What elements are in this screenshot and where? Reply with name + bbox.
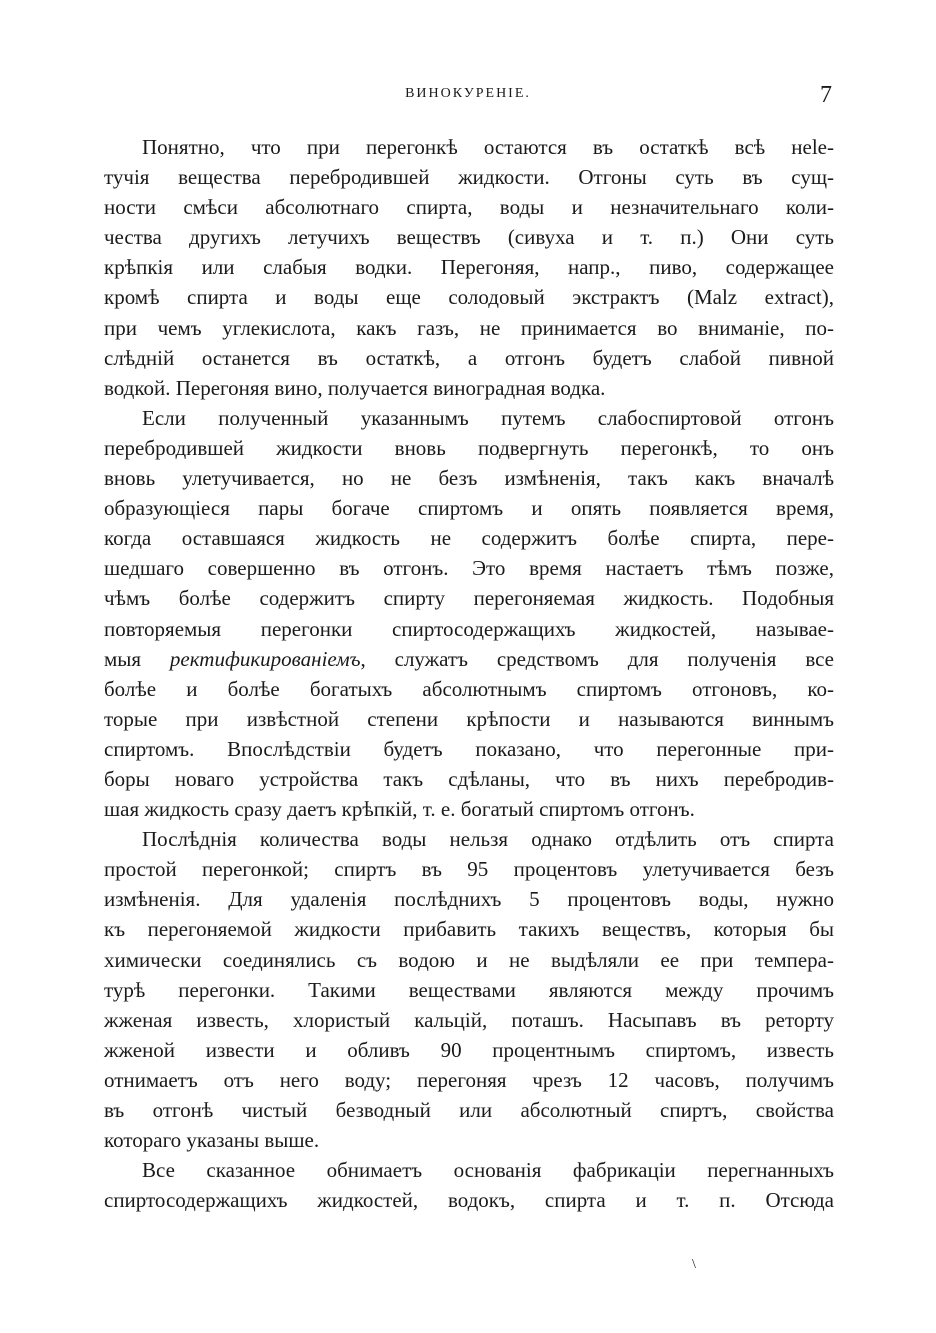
- text-line: болѣе и болѣе богатыхъ абсолютнымъ спиртомъ отгоновъ, ко-: [104, 676, 834, 701]
- text-line-with-italic: мыя ректификированіемъ, служатъ средствомъ для полученія все: [104, 646, 835, 671]
- page-number: 7: [820, 82, 832, 108]
- running-title: ВИНОКУРЕНІЕ.: [405, 86, 531, 101]
- body-text: [104, 132, 834, 1215]
- emphasized-term: ректификированіемъ: [169, 646, 361, 671]
- text-line: когда оставшаяся жидкость не содержитъ болѣе спирта, пере-: [104, 526, 834, 551]
- text-line: тучія вещества перебродившей жидкости. Отгоны суть въ сущ-: [104, 165, 834, 190]
- text-line: при чемъ углекислота, какъ газъ, не принимается во вниманіе, по-: [104, 315, 834, 340]
- text-line: Понятно, что при перегонкѣ остаются въ остаткѣ всѣ нele-: [142, 135, 834, 159]
- text-line: простой перегонкой; спиртъ въ 95 процентовъ улетучивается безъ: [104, 857, 834, 882]
- text-line: жженая известь, хлористый кальцій, поташъ. Насыпавъ въ реторту: [104, 1007, 834, 1032]
- text-line: турѣ перегонки. Такими веществами являются между прочимъ: [104, 977, 834, 1002]
- text-line: Все сказанное обнимаетъ основанія фабрикаціи перегнанныхъ: [142, 1158, 834, 1183]
- text-line: отнимаетъ отъ него воду; перегоняя чрезъ 12 часовъ, получимъ: [104, 1067, 834, 1092]
- text-line: чества другихъ летучихъ веществъ (сивуха и т. п.) Они суть: [104, 225, 834, 250]
- text-line: торые при извѣстной степени крѣпости и называются виннымъ: [104, 706, 834, 731]
- text-line: перебродившей жидкости вновь подвергнуть перегонкѣ, то онъ: [104, 435, 834, 460]
- text-line: жженой извести и обливъ 90 процентнымъ спиртомъ, известь: [104, 1037, 834, 1062]
- text-line: въ отгонѣ чистый безводный или абсолютный спиртъ, свойства: [104, 1098, 834, 1122]
- text-line: шедшаго совершенно въ отгонъ. Это время настаетъ тѣмъ позже,: [104, 556, 834, 581]
- text-line: Послѣднія количества воды нельзя однако отдѣлить отъ спирта: [142, 827, 834, 852]
- text-line: шая жидкость сразу даетъ крѣпкій, т. е. богатый спиртомъ отгонъ.: [104, 797, 695, 822]
- text-line: крѣпкія или слабыя водки. Перегоняя, напр., пиво, содержащее: [104, 255, 834, 280]
- text-line: повторяемыя перегонки спиртосодержащихъ жидкостей, называе-: [104, 616, 834, 641]
- text-line: боры новаго устройства такъ сдѣланы, что въ нихъ перебродив-: [104, 766, 834, 791]
- text-line: спиртомъ. Впослѣдствіи будетъ показано, что перегонные при-: [104, 736, 834, 761]
- text-line: къ перегоняемой жидкости прибавить такихъ веществъ, которыя бы: [104, 917, 834, 942]
- text-line: химически соединялись съ водою и не выдѣляли ее при темпера-: [104, 947, 834, 972]
- text-line: спиртосодержащихъ жидкостей, водокъ, спирта и т. п. Отсюда: [104, 1188, 834, 1213]
- text-line: котораго указаны выше.: [104, 1128, 320, 1153]
- text-line: измѣненія. Для удаленія послѣднихъ 5 процентовъ воды, нужно: [104, 887, 834, 912]
- text-line: ности смѣси абсолютнаго спирта, воды и незначительнаго коли-: [104, 195, 834, 220]
- stray-mark: \: [692, 1257, 696, 1272]
- text-line: слѣдній останется въ остаткѣ, а отгонъ будетъ слабой пивной: [104, 345, 834, 370]
- text-line: Если полученный указаннымъ путемъ слабоспиртовой отгонъ: [142, 405, 834, 430]
- text-line: вновь улетучивается, но не безъ измѣненія, такъ какъ вначалѣ: [104, 466, 834, 491]
- text-line: образующіеся пары богаче спиртомъ и опять появляется время,: [104, 496, 834, 521]
- text-line: водкой. Перегоняя вино, получается виноградная водка.: [104, 375, 606, 400]
- text-line: чѣмъ болѣе содержитъ спирту перегоняемая жидкость. Подобныя: [104, 586, 834, 611]
- text-line: кромѣ спирта и воды еще солодовый экстрактъ (Malz extract),: [104, 285, 834, 310]
